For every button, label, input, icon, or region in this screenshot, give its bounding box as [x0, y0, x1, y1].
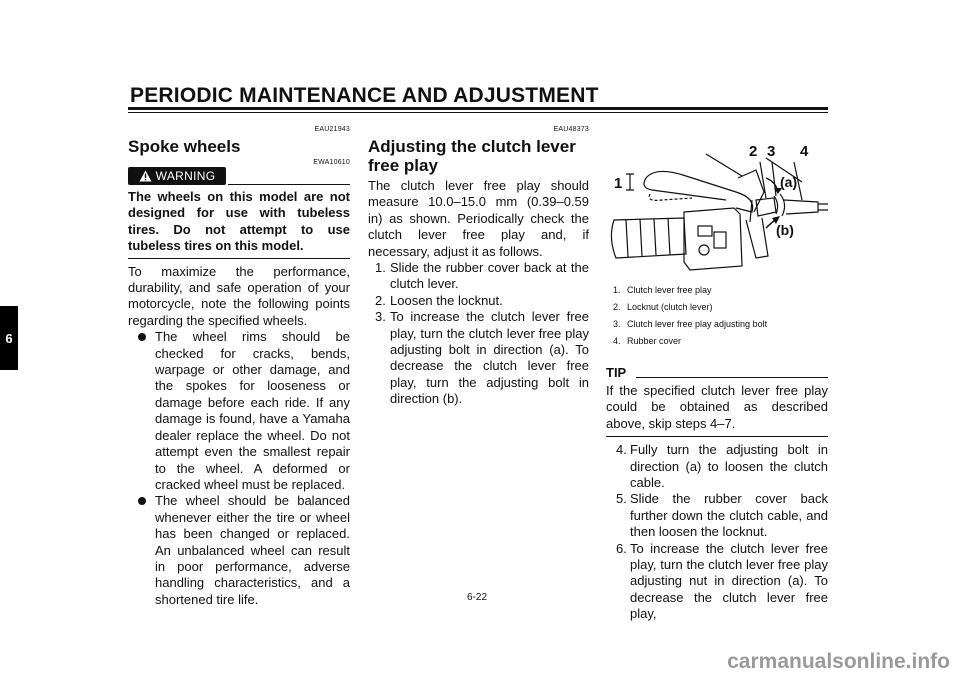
step-text: To increase the clutch lever free play, turn the clutch lever free play adjusting bolt in direction (a). To decrease the clutch lever free play, turn the adjusting bolt in direction (b).	[390, 309, 589, 407]
figure-label-a: (a)	[780, 174, 798, 190]
bullet-dot	[138, 333, 146, 341]
watermark: carmanualsonline.info	[727, 650, 950, 673]
caption-text: Locknut (clutch lever)	[627, 302, 713, 312]
tip-label: TIP	[606, 365, 627, 380]
left-column	[128, 126, 350, 608]
step-text: To increase the clutch lever free play, turn the clutch lever free play adjusting nut in direction (a). To decrease the clutch lever free play,	[630, 540, 828, 622]
caption-text: Clutch lever free play adjusting bolt	[627, 319, 768, 329]
bullet-text: The wheel rims should be checked for cracks, bends, warpage or other damage, and the spokes for looseness or damage before each ride. If any damage is found, have a Yamaha dealer replace the wheel. Do not attempt even the smallest repair to the wheel. A deformed or cracked wheel must be replaced.	[155, 329, 350, 492]
caption-number: 1.	[613, 285, 621, 295]
page-number: 6-22	[467, 592, 488, 603]
figure-caption	[606, 282, 828, 350]
warning-rule	[228, 184, 350, 185]
step-number: 6.	[616, 540, 627, 556]
caption-number: 2.	[613, 302, 621, 312]
warning-label: WARNING	[155, 169, 216, 183]
caption-item	[613, 316, 828, 333]
warning-triangle-icon	[139, 170, 152, 182]
chapter-tab-label: 6	[5, 330, 13, 346]
section-title: Spoke wheels	[128, 137, 241, 156]
step-text: Fully turn the adjusting bolt in direction (a) to loosen the clutch cable.	[630, 442, 828, 491]
caption-item	[613, 333, 828, 350]
step-text: Loosen the locknut.	[390, 292, 503, 308]
warning-badge	[128, 167, 226, 185]
step-text: Slide the rubber cover back at the clutch lever.	[390, 260, 589, 292]
tip-rule	[636, 377, 828, 378]
section-code: EAU48373	[553, 126, 589, 133]
warning-text: The wheels on this model are not designed for use with tubeless tires. Do not attempt to use tubeless tires on this model.	[128, 189, 350, 254]
figure-label-b: (b)	[776, 222, 794, 238]
middle-column	[368, 126, 589, 408]
caption-number: 3.	[613, 319, 621, 329]
bullet-text: The wheel should be balanced whenever either the tire or wheel has been changed or replaced. An unbalanced wheel can result in poor performance, adverse handling characteristics, and a shortened tire life.	[155, 493, 350, 607]
step-text: Slide the rubber cover back further down the clutch cable, and then loosen the locknut.	[630, 491, 828, 540]
bullet-item	[128, 493, 350, 608]
bullet-dot	[138, 497, 146, 505]
step-item	[606, 541, 828, 623]
step-number: 3.	[375, 309, 386, 325]
step-number: 4.	[616, 442, 627, 458]
caption-item	[613, 299, 828, 316]
chapter-tab	[0, 306, 18, 370]
caption-item	[613, 282, 828, 299]
clutch-lever-figure	[606, 138, 828, 278]
tip-header	[606, 365, 828, 381]
figure-label-2: 2	[749, 143, 758, 160]
step-item	[368, 309, 589, 407]
section-title: Adjusting the clutch lever free play	[368, 137, 576, 175]
warning-end-rule	[128, 258, 350, 259]
tip-text: If the specified clutch lever free play could be obtained as described above, skip steps 4–7.	[606, 383, 828, 431]
steps-list	[606, 442, 828, 622]
header-rule-thin	[128, 112, 828, 113]
warning-code: EWA10610	[313, 159, 350, 166]
caption-text: Clutch lever free play	[627, 285, 712, 295]
header-rule	[128, 107, 828, 110]
step-number: 1.	[375, 260, 386, 276]
warning-bar	[128, 167, 350, 185]
intro-paragraph: The clutch lever free play should measure 10.0–15.0 mm (0.39–0.59 in) as shown. Periodically check the clutch lever free play and, if necessary, adjust it as follows.	[368, 178, 589, 259]
step-number: 5.	[616, 491, 627, 507]
step-item	[368, 260, 589, 293]
step-item	[368, 293, 589, 309]
clutch-lever-illustration	[606, 138, 828, 278]
caption-text: Rubber cover	[627, 336, 682, 346]
step-item	[606, 442, 828, 491]
figure-label-1: 1	[614, 175, 623, 192]
figure-label-3: 3	[767, 143, 776, 160]
intro-paragraph: To maximize the performance, durability, and safe operation of your motorcycle, note the following points regarding the specified wheels.	[128, 263, 350, 328]
bullet-item	[128, 329, 350, 493]
step-number: 2.	[375, 292, 386, 308]
caption-number: 4.	[613, 336, 621, 346]
step-item	[606, 491, 828, 540]
tip-end-rule	[606, 436, 828, 437]
page-header-title: PERIODIC MAINTENANCE AND ADJUSTMENT	[130, 84, 599, 107]
section-code: EAU21943	[314, 126, 350, 133]
figure-label-4: 4	[800, 143, 809, 160]
right-column	[606, 282, 828, 623]
